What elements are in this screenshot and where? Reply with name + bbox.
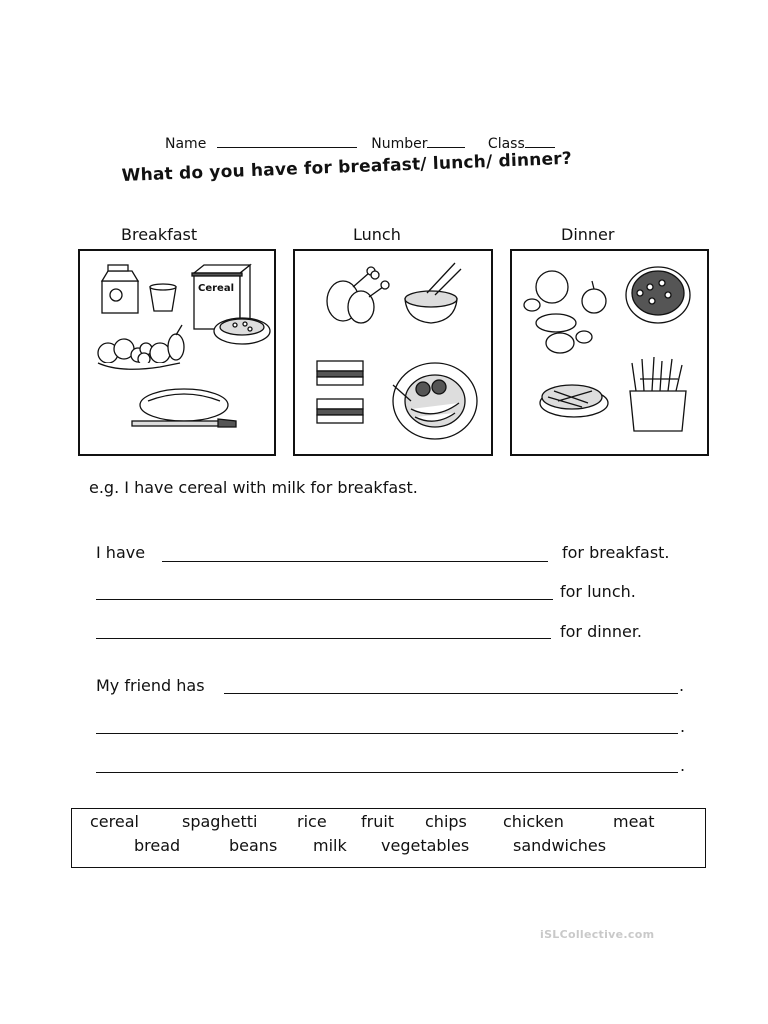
word-rice: rice (297, 812, 327, 831)
answer-line-dinner[interactable] (96, 638, 551, 639)
class-field[interactable] (525, 133, 555, 148)
word-chips: chips (425, 812, 467, 831)
answer-line-friend[interactable] (224, 693, 678, 694)
line5-end: . (680, 717, 686, 736)
cereal-box-text: Cereal (198, 283, 235, 294)
beans-icon (626, 267, 690, 323)
word-bread: bread (134, 836, 181, 855)
dinner-panel (510, 249, 709, 456)
rice-bowl-icon (405, 263, 461, 323)
word-chicken: chicken (503, 812, 564, 831)
breakfast-label: Breakfast (121, 225, 198, 244)
breakfast-foods-illustration (80, 251, 274, 454)
answer-line-lunch[interactable] (96, 599, 553, 600)
line6-end: . (680, 756, 686, 775)
answer-line-friend-2[interactable] (96, 733, 678, 734)
word-meat: meat (613, 812, 655, 831)
answer-line-friend-3[interactable] (96, 772, 678, 773)
vegetables-icon (524, 271, 606, 353)
number-label: Number (371, 136, 428, 152)
word-cereal: cereal (90, 812, 139, 831)
sandwiches-icon (317, 361, 363, 423)
bread-icon (132, 389, 236, 427)
answer-line-breakfast[interactable] (162, 561, 548, 562)
dinner-label: Dinner (561, 225, 615, 244)
word-spaghetti: spaghetti (182, 812, 258, 831)
milk-carton-icon (102, 265, 138, 313)
fruit-icon (98, 325, 184, 369)
word-vegetables: vegetables (381, 836, 470, 855)
cereal-bowl-icon (214, 318, 270, 344)
class-label: Class (487, 136, 525, 152)
dinner-foods-illustration (512, 251, 707, 454)
word-beans: beans (229, 836, 278, 855)
chicken-icon (327, 267, 389, 323)
line1-end: for breakfast. (562, 543, 670, 562)
lunch-foods-illustration (295, 251, 491, 454)
line4-end: . (679, 676, 685, 695)
breakfast-panel (78, 249, 276, 456)
lunch-panel (293, 249, 493, 456)
word-fruit: fruit (361, 812, 395, 831)
number-field[interactable] (427, 133, 465, 148)
watermark: iSLCollective.com (540, 928, 655, 941)
word-milk: milk (313, 836, 347, 855)
meat-icon (540, 385, 608, 417)
worksheet-title: What do you have for breafast/ lunch/ dinner? (121, 148, 573, 186)
lunch-label: Lunch (353, 225, 401, 244)
chips-icon (630, 357, 686, 431)
line1-start: I have (96, 543, 146, 562)
name-field[interactable] (217, 133, 357, 148)
line2-end: for lunch. (560, 582, 636, 601)
line4-start: My friend has (96, 676, 205, 695)
cup-icon (150, 284, 176, 311)
word-sandwiches: sandwiches (513, 836, 607, 855)
name-label: Name (165, 136, 207, 152)
line3-end: for dinner. (560, 622, 643, 641)
spaghetti-icon (393, 363, 477, 439)
example-sentence: e.g. I have cereal with milk for breakfast. (89, 478, 418, 497)
header-row (165, 133, 555, 152)
